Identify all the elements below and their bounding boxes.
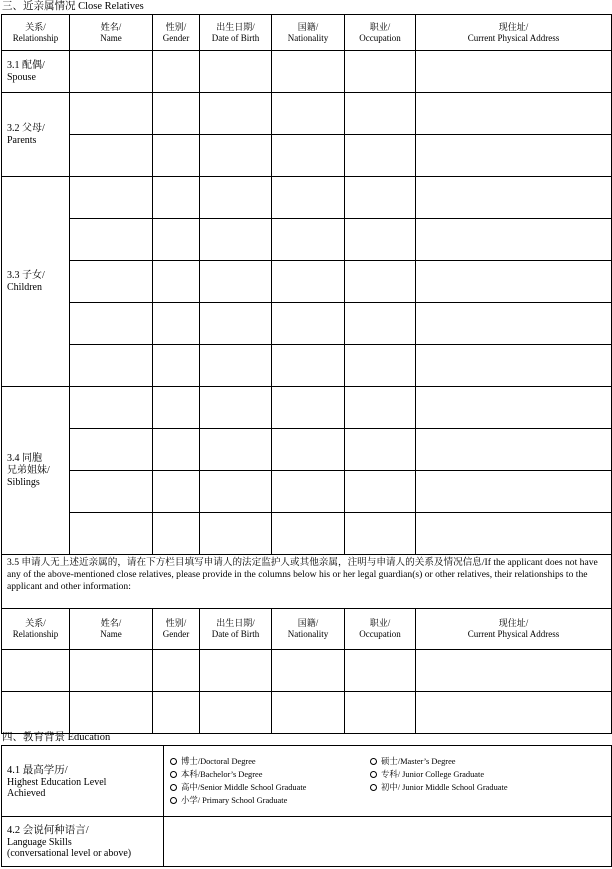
education-table (1, 745, 612, 867)
input-cell[interactable] (345, 429, 416, 471)
header-date-of-birth: 出生日期/ Date of Birth (200, 609, 272, 650)
header-gender: 性别/ Gender (153, 609, 200, 650)
radio-circle-icon (170, 771, 177, 778)
input-cell[interactable] (153, 692, 200, 734)
input-cell[interactable] (200, 513, 272, 555)
input-cell[interactable] (70, 177, 153, 219)
input-cell[interactable] (345, 650, 416, 692)
header-name: 姓名/ Name (70, 609, 153, 650)
input-cell[interactable] (416, 51, 612, 93)
children-row (2, 177, 612, 219)
input-cell[interactable] (272, 93, 345, 135)
input-cell[interactable] (272, 51, 345, 93)
input-cell[interactable] (153, 345, 200, 387)
input-cell[interactable] (345, 345, 416, 387)
radio-circle-icon (370, 771, 377, 778)
input-cell[interactable] (416, 177, 612, 219)
input-cell[interactable] (272, 177, 345, 219)
header-relationship: 关系/ Relationship (2, 15, 70, 51)
input-cell[interactable] (345, 135, 416, 177)
education-options (164, 746, 612, 817)
header-nationality: 国籍/ Nationality (272, 15, 345, 51)
input-cell[interactable] (70, 51, 153, 93)
input-cell[interactable] (153, 303, 200, 345)
header-row-2 (2, 609, 612, 650)
close-relatives-title: 三、近亲属情况 Close Relatives (2, 1, 144, 12)
children-row (2, 345, 612, 387)
input-cell[interactable] (200, 650, 272, 692)
children-row (2, 219, 612, 261)
education-title: 四、教育背景 Education (2, 732, 111, 743)
input-cell[interactable] (416, 650, 612, 692)
spouse-row (2, 51, 612, 93)
input-cell[interactable] (200, 219, 272, 261)
input-cell[interactable] (153, 650, 200, 692)
input-cell[interactable] (153, 513, 200, 555)
input-cell[interactable] (416, 429, 612, 471)
input-cell[interactable] (2, 650, 70, 692)
input-cell[interactable] (200, 471, 272, 513)
option-senior-middle[interactable]: 高中/Senior Middle School Graduate (170, 783, 306, 793)
input-cell[interactable] (416, 692, 612, 734)
input-cell[interactable] (272, 261, 345, 303)
input-cell[interactable] (200, 51, 272, 93)
header-occupation: 职业/ Occupation (345, 609, 416, 650)
input-cell[interactable] (345, 51, 416, 93)
language-skills-label: 4.2 会说何种语言/ Language Skills (conversational level or above) (2, 817, 164, 867)
children-label: 3.3 子女/ Children (2, 177, 70, 387)
input-cell[interactable] (345, 387, 416, 429)
input-cell[interactable] (70, 135, 153, 177)
radio-circle-icon (170, 797, 177, 804)
input-cell[interactable] (416, 471, 612, 513)
input-cell[interactable] (200, 135, 272, 177)
header-relationship: 关系/ Relationship (2, 609, 70, 650)
input-cell[interactable] (153, 261, 200, 303)
input-cell[interactable] (272, 471, 345, 513)
option-primary[interactable]: 小学/ Primary School Graduate (170, 796, 287, 806)
input-cell[interactable] (70, 387, 153, 429)
input-cell[interactable] (272, 345, 345, 387)
input-cell[interactable] (416, 93, 612, 135)
input-cell[interactable] (345, 692, 416, 734)
input-cell[interactable] (272, 387, 345, 429)
input-cell[interactable] (153, 387, 200, 429)
header-row (2, 15, 612, 51)
other-relative-row (2, 650, 612, 692)
input-cell[interactable] (153, 51, 200, 93)
parents-label: 3.2 父母/ Parents (2, 93, 70, 177)
option-junior-college[interactable]: 专科/ Junior College Graduate (370, 770, 484, 780)
input-cell[interactable] (200, 177, 272, 219)
input-cell[interactable] (200, 692, 272, 734)
input-cell[interactable] (416, 135, 612, 177)
input-cell[interactable] (416, 387, 612, 429)
input-cell[interactable] (200, 429, 272, 471)
spouse-label: 3.1 配偶/ Spouse (2, 51, 70, 93)
option-masters[interactable]: 硕士/Master’s Degree (370, 757, 456, 767)
input-cell[interactable] (345, 513, 416, 555)
siblings-row (2, 387, 612, 429)
header-address: 现住址/ Current Physical Address (416, 609, 612, 650)
radio-circle-icon (170, 784, 177, 791)
input-cell[interactable] (345, 93, 416, 135)
radio-circle-icon (170, 758, 177, 765)
option-doctoral[interactable]: 博士/Doctoral Degree (170, 757, 256, 767)
children-row (2, 261, 612, 303)
input-cell[interactable] (70, 471, 153, 513)
input-cell[interactable] (345, 219, 416, 261)
input-cell[interactable] (70, 261, 153, 303)
input-cell[interactable] (70, 93, 153, 135)
header-name: 姓名/ Name (70, 15, 153, 51)
children-row (2, 303, 612, 345)
option-bachelors[interactable]: 本科/Bachelor’s Degree (170, 770, 262, 780)
other-relative-row (2, 692, 612, 734)
input-cell[interactable] (416, 261, 612, 303)
siblings-row (2, 513, 612, 555)
input-cell[interactable] (200, 303, 272, 345)
header-nationality: 国籍/ Nationality (272, 609, 345, 650)
input-cell[interactable] (2, 692, 70, 734)
input-cell[interactable] (272, 513, 345, 555)
input-cell[interactable] (153, 135, 200, 177)
education-level-label: 4.1 最高学历/ Highest Education Level Achieved (2, 746, 164, 817)
input-cell[interactable] (416, 345, 612, 387)
input-cell[interactable] (200, 261, 272, 303)
language-row (2, 817, 612, 867)
close-relatives-table (1, 14, 612, 734)
input-cell[interactable] (200, 93, 272, 135)
input-cell[interactable] (153, 177, 200, 219)
note-row (2, 555, 612, 609)
other-relatives-instructions: 3.5 申请人无上述近亲属的，请在下方栏目填写申请人的法定监护人或其他亲属，注明与申请人的关系及情况信息/If the applicant does not have any of the above-mentioned close relatives, please provide in the columns below his or her legal guardian(s) or other relatives, their relationships to the applicant and other information: (2, 555, 612, 609)
input-cell[interactable] (70, 345, 153, 387)
input-cell[interactable] (200, 387, 272, 429)
input-cell[interactable] (70, 303, 153, 345)
input-cell[interactable] (345, 471, 416, 513)
input-cell[interactable] (70, 429, 153, 471)
input-cell[interactable] (416, 303, 612, 345)
siblings-label: 3.4 同胞 兄弟姐妹/ Siblings (2, 387, 70, 555)
input-cell[interactable] (272, 303, 345, 345)
siblings-row (2, 471, 612, 513)
input-cell[interactable] (272, 135, 345, 177)
radio-circle-icon (370, 758, 377, 765)
input-cell[interactable] (272, 692, 345, 734)
input-cell[interactable] (272, 429, 345, 471)
input-cell[interactable] (416, 513, 612, 555)
input-cell[interactable] (70, 513, 153, 555)
input-cell[interactable] (272, 650, 345, 692)
input-cell[interactable] (70, 692, 153, 734)
input-cell[interactable] (153, 471, 200, 513)
option-junior-middle[interactable]: 初中/ Junior Middle School Graduate (370, 783, 508, 793)
input-cell[interactable] (345, 261, 416, 303)
radio-circle-icon (370, 784, 377, 791)
input-cell[interactable] (200, 345, 272, 387)
input-cell[interactable] (345, 177, 416, 219)
input-cell[interactable] (70, 219, 153, 261)
input-cell[interactable] (153, 219, 200, 261)
siblings-row (2, 429, 612, 471)
input-cell[interactable] (272, 219, 345, 261)
header-date-of-birth: 出生日期/ Date of Birth (200, 15, 272, 51)
input-cell[interactable] (153, 93, 200, 135)
language-skills-input[interactable] (164, 817, 612, 867)
header-gender: 性别/ Gender (153, 15, 200, 51)
input-cell[interactable] (70, 650, 153, 692)
header-address: 现住址/ Current Physical Address (416, 15, 612, 51)
input-cell[interactable] (416, 219, 612, 261)
parents-row (2, 93, 612, 135)
input-cell[interactable] (153, 429, 200, 471)
parents-row (2, 135, 612, 177)
header-occupation: 职业/ Occupation (345, 15, 416, 51)
input-cell[interactable] (345, 303, 416, 345)
education-level-row (2, 746, 612, 817)
